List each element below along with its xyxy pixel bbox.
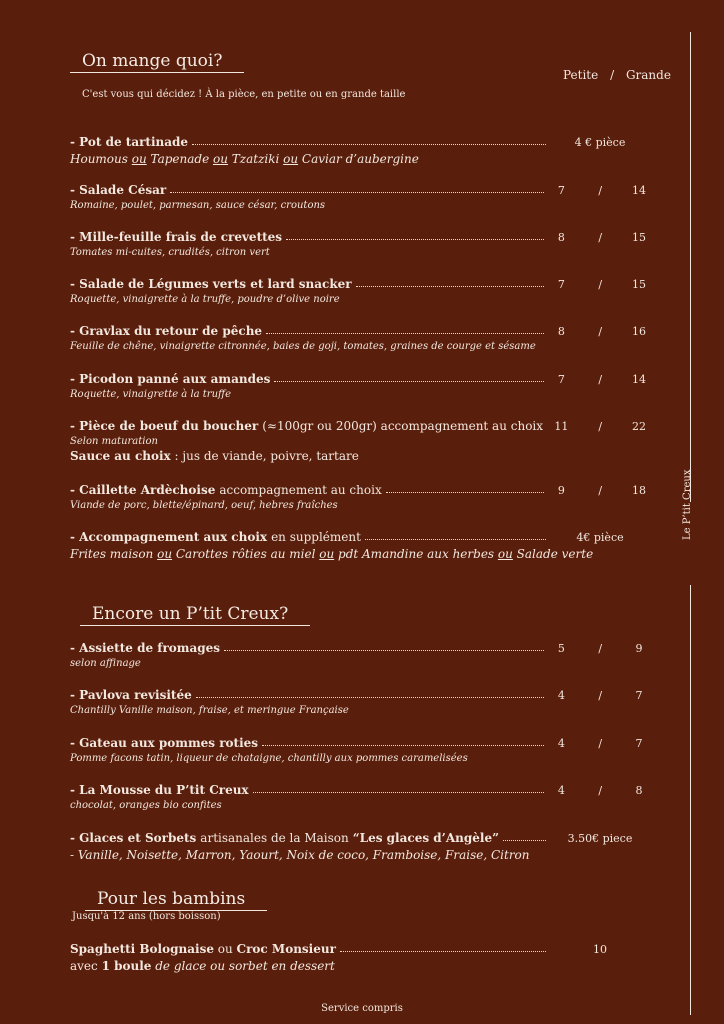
- item-description: Roquette, vinaigrette à la truffe, poudre d’olive noire: [70, 294, 340, 305]
- item-extra: en supplément: [271, 530, 361, 544]
- leader-dots: [196, 697, 545, 698]
- section-intro: C'est vous qui décidez ! À la pièce, en petite ou en grande taille: [82, 89, 406, 100]
- menu-item: [70, 183, 650, 211]
- item-name: - Gravlax du retour de pêche: [70, 324, 263, 338]
- menu-item: [70, 831, 650, 862]
- leader-dots: [253, 792, 545, 793]
- leader-dots: [340, 951, 546, 952]
- item-price: 4€ pièce: [576, 531, 624, 544]
- item-description: - Vanille, Noisette, Marron, Yaourt, Noix de coco, Framboise, Fraise, Citron: [70, 848, 530, 862]
- item-name-alt: Croc Monsieur: [236, 942, 336, 956]
- item-prices: 4 / 7: [557, 689, 643, 702]
- item-description: Viande de porc, blette/épinard, oeuf, hebres fraîches: [70, 500, 338, 511]
- item-description: Houmous ou Tapenade ou Tzatziki ou Caviar d’aubergine: [70, 152, 419, 166]
- item-prices: 8 / 16: [557, 325, 646, 338]
- side-label: Le P’tit Creux: [682, 469, 693, 540]
- leader-dots: [262, 745, 544, 746]
- item-name: - Mille-feuille frais de crevettes: [70, 230, 283, 244]
- item-description: Chantilly Vanille maison, fraise, et meringue Française: [70, 705, 349, 716]
- item-description: Romaine, poulet, parmesan, sauce césar, croutons: [70, 200, 326, 211]
- item-brand: “Les glaces d’Angèle”: [352, 831, 499, 845]
- leader-dots: [386, 492, 545, 493]
- item-name: - Caillette Ardèchoise: [70, 483, 216, 497]
- item-description: selon affinage: [70, 658, 141, 669]
- menu-item: [70, 372, 650, 400]
- item-name: - Pavlova revisitée: [70, 688, 192, 702]
- item-description: Feuille de chêne, vinaigrette citronnée, baies de goji, tomates, graines de courge et sésame: [70, 341, 536, 352]
- section-title-dessert: Encore un P’tit Creux?: [80, 604, 310, 626]
- menu-item: [70, 530, 650, 561]
- item-name: - Pièce de boeuf du boucher: [70, 419, 259, 433]
- item-price: 4 € pièce: [574, 136, 626, 149]
- leader-dots: [266, 333, 544, 334]
- item-prices: 7 / 14: [557, 373, 646, 386]
- item-name: Spaghetti Bolognaise: [70, 942, 214, 956]
- menu-item: [70, 483, 650, 511]
- item-name: - Salade César: [70, 183, 167, 197]
- item-description: Roquette, vinaigrette à la truffe: [70, 389, 232, 400]
- leader-dots: [356, 286, 545, 287]
- item-name: - Glaces et Sorbets: [70, 831, 197, 845]
- column-small: Petite: [563, 68, 599, 82]
- leader-dots: [274, 381, 544, 382]
- menu-item: [70, 419, 650, 463]
- item-description: Tomates mi-cuites, crudités, citron vert: [70, 247, 270, 258]
- item-name: - Salade de Légumes verts et lard snacker: [70, 277, 352, 291]
- item-prices: 5 / 9: [557, 642, 643, 655]
- menu-item: [70, 783, 650, 811]
- item-prices: 8 / 15: [557, 231, 646, 244]
- item-name: - Pot de tartinade: [70, 135, 189, 149]
- column-large: Grande: [625, 68, 671, 82]
- column-separator: /: [610, 68, 615, 82]
- side-divider-top: [690, 32, 691, 502]
- item-extra: accompagnement au choix: [219, 483, 382, 497]
- sauce-choice: Sauce au choix : jus de viande, poivre, tartare: [70, 449, 359, 463]
- kids-subtitle: Jusqu'à 12 ans (hors boisson): [72, 911, 221, 922]
- item-description: Frites maison ou Carottes rôties au miel ou pdt Amandine aux herbes ou Salade verte: [70, 547, 594, 561]
- leader-dots: [286, 239, 544, 240]
- item-name: - Accompagnement aux choix: [70, 530, 268, 544]
- item-name: - La Mousse du P’tit Creux: [70, 783, 249, 797]
- item-prices: 4 / 8: [557, 784, 643, 797]
- leader-dots: [224, 650, 544, 651]
- column-headers: [563, 68, 671, 82]
- section-title-kids: Pour les bambins: [85, 889, 267, 911]
- item-price: 10: [593, 943, 607, 956]
- side-divider-bottom: [690, 585, 691, 1015]
- menu-item: [70, 736, 650, 764]
- kids-dessert-note: avec 1 boule de glace ou sorbet en dessert: [70, 959, 335, 973]
- menu-item: [70, 688, 650, 716]
- item-name: - Assiette de fromages: [70, 641, 221, 655]
- item-description: chocolat, oranges bio confites: [70, 800, 222, 811]
- menu-item: [70, 641, 650, 669]
- item-prices: 7 / 15: [557, 278, 646, 291]
- menu-item: [70, 230, 650, 258]
- item-price: 3.50€ piece: [567, 832, 633, 845]
- menu-item: [70, 135, 650, 166]
- leader-dots: [170, 192, 544, 193]
- leader-dots: [503, 840, 546, 841]
- item-prices: 11 / 22: [554, 420, 646, 433]
- item-description: Pomme facons tatin, liqueur de chataigne, chantilly aux pommes caramelisées: [70, 753, 468, 764]
- item-prices: 9 / 18: [557, 484, 646, 497]
- item-extra: (≈100gr ou 200gr) accompagnement au choix: [262, 419, 544, 433]
- section-title-main: On mange quoi?: [70, 51, 244, 73]
- item-prices: 7 / 14: [557, 184, 646, 197]
- item-extra: artisanales de la Maison: [200, 831, 349, 845]
- item-name: - Picodon panné aux amandes: [70, 372, 271, 386]
- item-prices: 4 / 7: [557, 737, 643, 750]
- footer-note: Service compris: [321, 1003, 403, 1014]
- leader-dots: [365, 539, 546, 540]
- menu-item: [70, 277, 650, 305]
- leader-dots: [192, 144, 546, 145]
- item-description: Selon maturation: [70, 436, 158, 447]
- item-name: - Gateau aux pommes roties: [70, 736, 259, 750]
- kids-menu-item: Spaghetti Bolognaise ou Croc Monsieur 10 avec 1 boule de glace ou sorbet en dessert: [70, 942, 650, 973]
- menu-item: [70, 324, 650, 352]
